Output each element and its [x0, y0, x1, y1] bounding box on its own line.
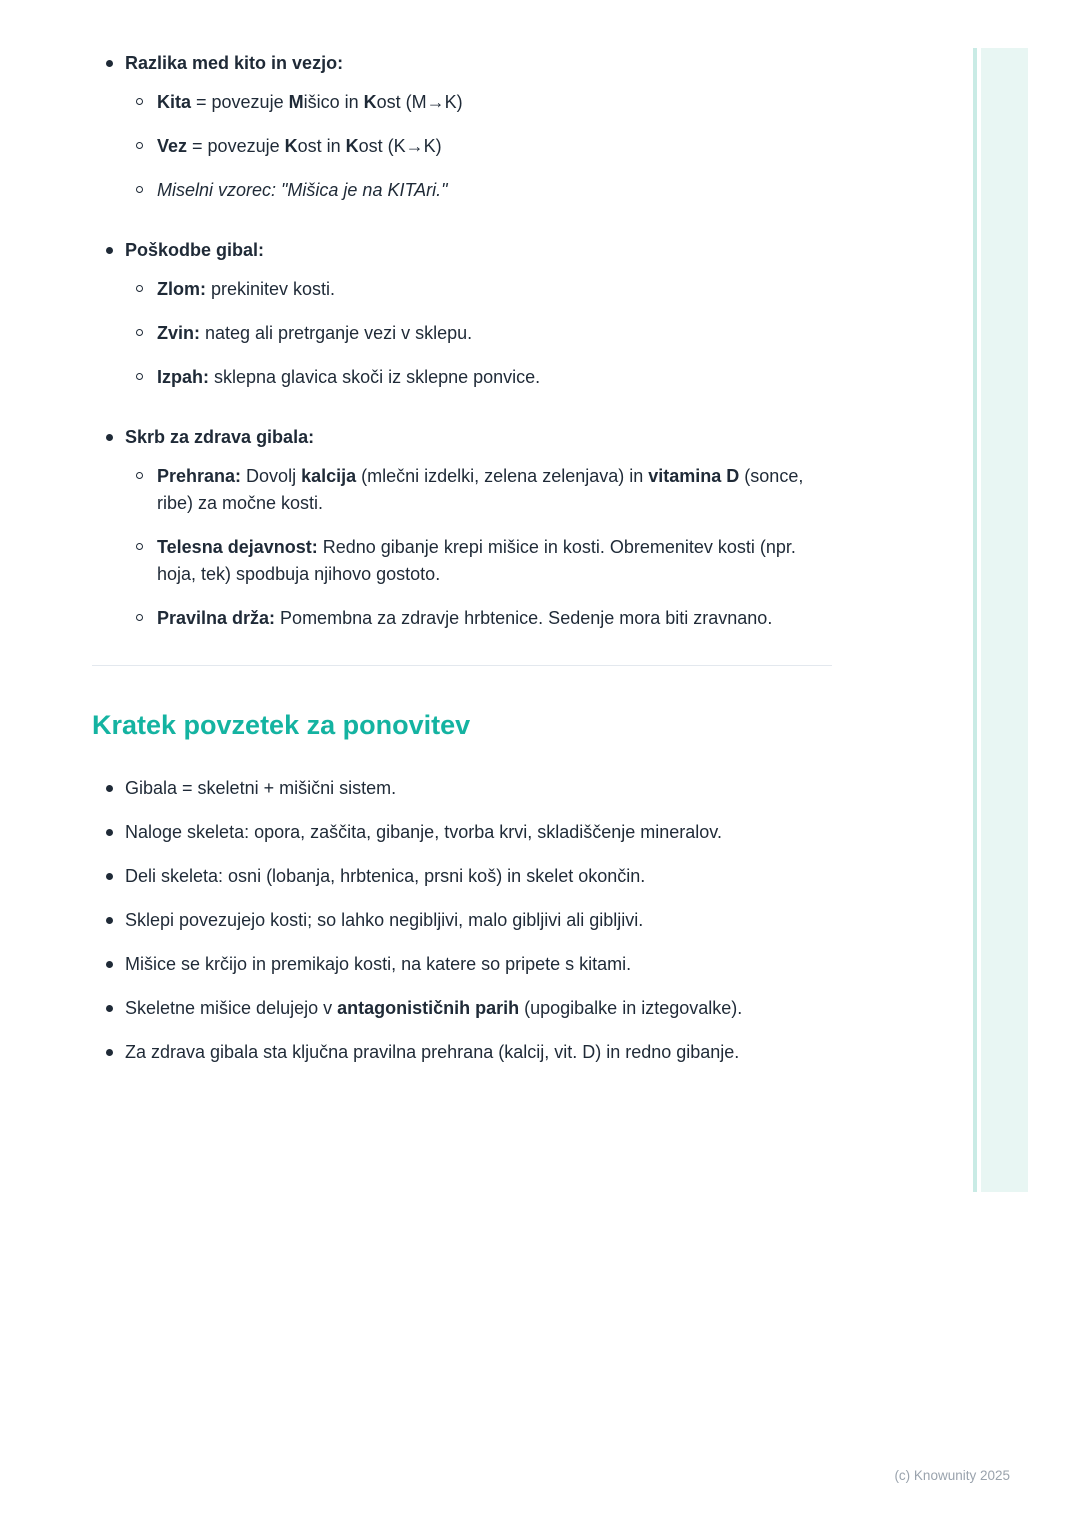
list-item — [92, 237, 832, 264]
text-segment: Izpah: — [157, 367, 209, 387]
bullet-circle-icon — [136, 142, 143, 149]
text-segment: = povezuje — [187, 136, 285, 156]
bullet-circle-icon — [136, 285, 143, 292]
text-segment: Telesna dejavnost: — [157, 537, 318, 557]
list-item — [92, 995, 832, 1022]
bullet-dot-icon — [106, 961, 113, 968]
list-item — [92, 775, 832, 802]
sub-list — [92, 276, 832, 391]
bullet-dot-icon — [106, 434, 113, 441]
text-segment: (upogibalke in iztegovalke). — [519, 998, 743, 1018]
text-segment: Gibala = skeletni + mišični sistem. — [125, 778, 397, 798]
list-item-text — [125, 907, 643, 934]
text-segment: Zlom: — [157, 279, 206, 299]
list-item-text — [125, 951, 631, 978]
bullet-circle-icon — [136, 614, 143, 621]
text-segment: Redno gibanje krepi mišice in kosti. Obremenitev kosti (npr. hoja, tek) spodbuja njihovo gostoto. — [157, 537, 796, 584]
text-segment: sklepna glavica skoči iz sklepne ponvice. — [209, 367, 541, 387]
list-item-text — [125, 863, 645, 890]
bullet-dot-icon — [106, 1049, 113, 1056]
list-item — [92, 951, 832, 978]
list-item-text — [125, 775, 396, 802]
bullet-circle-icon — [136, 329, 143, 336]
list-item-text — [125, 1039, 739, 1066]
text-segment: vitamina D — [648, 466, 740, 486]
list-item-text — [157, 534, 832, 588]
list-item-text — [157, 605, 772, 632]
sub-list — [92, 89, 832, 204]
note-group — [92, 237, 832, 391]
list-item — [92, 819, 832, 846]
text-segment: Vez — [157, 136, 188, 156]
text-segment: ost (K→K) — [358, 136, 442, 156]
text-segment: Za zdrava gibala sta ključna pravilna prehrana (kalcij, vit. D) in redno gibanje. — [125, 1042, 740, 1062]
list-item-text — [125, 237, 264, 264]
list-item — [92, 50, 832, 77]
text-segment: K — [363, 92, 377, 112]
bullet-dot-icon — [106, 829, 113, 836]
text-segment: Dovolj — [241, 466, 302, 486]
text-segment: M — [288, 92, 304, 112]
list-item — [92, 177, 832, 204]
bullet-dot-icon — [106, 873, 113, 880]
text-segment: Pravilna drža: — [157, 608, 276, 628]
text-segment: Poškodbe gibal: — [125, 240, 265, 260]
bullet-circle-icon — [136, 186, 143, 193]
note-group — [92, 424, 832, 632]
footer-copyright: (c) Knowunity 2025 — [894, 1468, 1010, 1483]
list-item — [92, 276, 832, 303]
text-segment: Naloge skeleta: opora, zaščita, gibanje, tvorba krvi, skladiščenje mineralov. — [125, 822, 722, 842]
sub-list — [92, 463, 832, 632]
list-item — [92, 907, 832, 934]
text-segment: nateg ali pretrganje vezi v sklepu. — [200, 323, 473, 343]
summary-list — [92, 775, 832, 1066]
section-divider — [92, 665, 832, 666]
text-segment: ost in — [297, 136, 346, 156]
text-segment: prekinitev kosti. — [206, 279, 336, 299]
bullet-dot-icon — [106, 60, 113, 67]
text-segment: = povezuje — [191, 92, 289, 112]
list-item-text — [157, 133, 442, 160]
text-segment: Deli skeleta: osni (lobanja, hrbtenica, prsni koš) in skelet okončin. — [125, 866, 646, 886]
notes-list — [92, 50, 832, 632]
text-segment: Skeletne mišice delujejo v — [125, 998, 338, 1018]
right-accent-line — [973, 48, 977, 1192]
bullet-circle-icon — [136, 543, 143, 550]
list-item — [92, 89, 832, 116]
list-item — [92, 320, 832, 347]
bullet-circle-icon — [136, 373, 143, 380]
list-item-text — [125, 424, 314, 451]
list-item-text — [157, 364, 540, 391]
list-item — [92, 534, 832, 588]
list-item-text — [157, 177, 448, 204]
list-item — [92, 605, 832, 632]
text-segment: K — [284, 136, 298, 156]
text-segment: K — [345, 136, 359, 156]
list-item-text — [157, 89, 463, 116]
text-segment: (sonce, ribe) za močne kosti. — [157, 466, 804, 513]
list-item — [92, 424, 832, 451]
bullet-circle-icon — [136, 472, 143, 479]
text-segment: Sklepi povezujejo kosti; so lahko negibljivi, malo gibljivi ali gibljivi. — [125, 910, 644, 930]
text-segment: Skrb za zdrava gibala: — [125, 427, 315, 447]
list-item-text — [157, 463, 832, 517]
text-segment: kalcija — [301, 466, 357, 486]
text-segment: Mišice se krčijo in premikajo kosti, na katere so pripete s kitami. — [125, 954, 632, 974]
text-segment: (mlečni izdelki, zelena zelenjava) in — [356, 466, 649, 486]
list-item — [92, 863, 832, 890]
bullet-dot-icon — [106, 247, 113, 254]
list-item — [92, 364, 832, 391]
list-item-text — [157, 276, 335, 303]
list-item-text — [125, 819, 722, 846]
list-item-text — [157, 320, 472, 347]
bullet-circle-icon — [136, 98, 143, 105]
bullet-dot-icon — [106, 917, 113, 924]
text-segment: Miselni vzorec: "Mišica je na KITAri." — [157, 180, 448, 200]
text-segment: antagonističnih parih — [337, 998, 520, 1018]
text-segment: Pomembna za zdravje hrbtenice. Sedenje mora biti zravnano. — [275, 608, 773, 628]
list-item — [92, 463, 832, 517]
text-segment: išico in — [303, 92, 364, 112]
list-item — [92, 133, 832, 160]
note-group — [92, 50, 832, 204]
text-segment: Kita — [157, 92, 192, 112]
text-segment: ost (M→K) — [376, 92, 463, 112]
summary-heading: Kratek povzetek za ponovitev — [92, 710, 471, 740]
list-item-text — [125, 50, 343, 77]
text-segment: Zvin: — [157, 323, 200, 343]
text-segment: Razlika med kito in vezjo: — [125, 53, 344, 73]
list-item-text — [125, 995, 742, 1022]
list-item — [92, 1039, 832, 1066]
text-segment: Prehrana: — [157, 466, 242, 486]
bullet-dot-icon — [106, 785, 113, 792]
right-accent-stripe — [981, 48, 1028, 1192]
bullet-dot-icon — [106, 1005, 113, 1012]
content — [92, 50, 832, 1083]
